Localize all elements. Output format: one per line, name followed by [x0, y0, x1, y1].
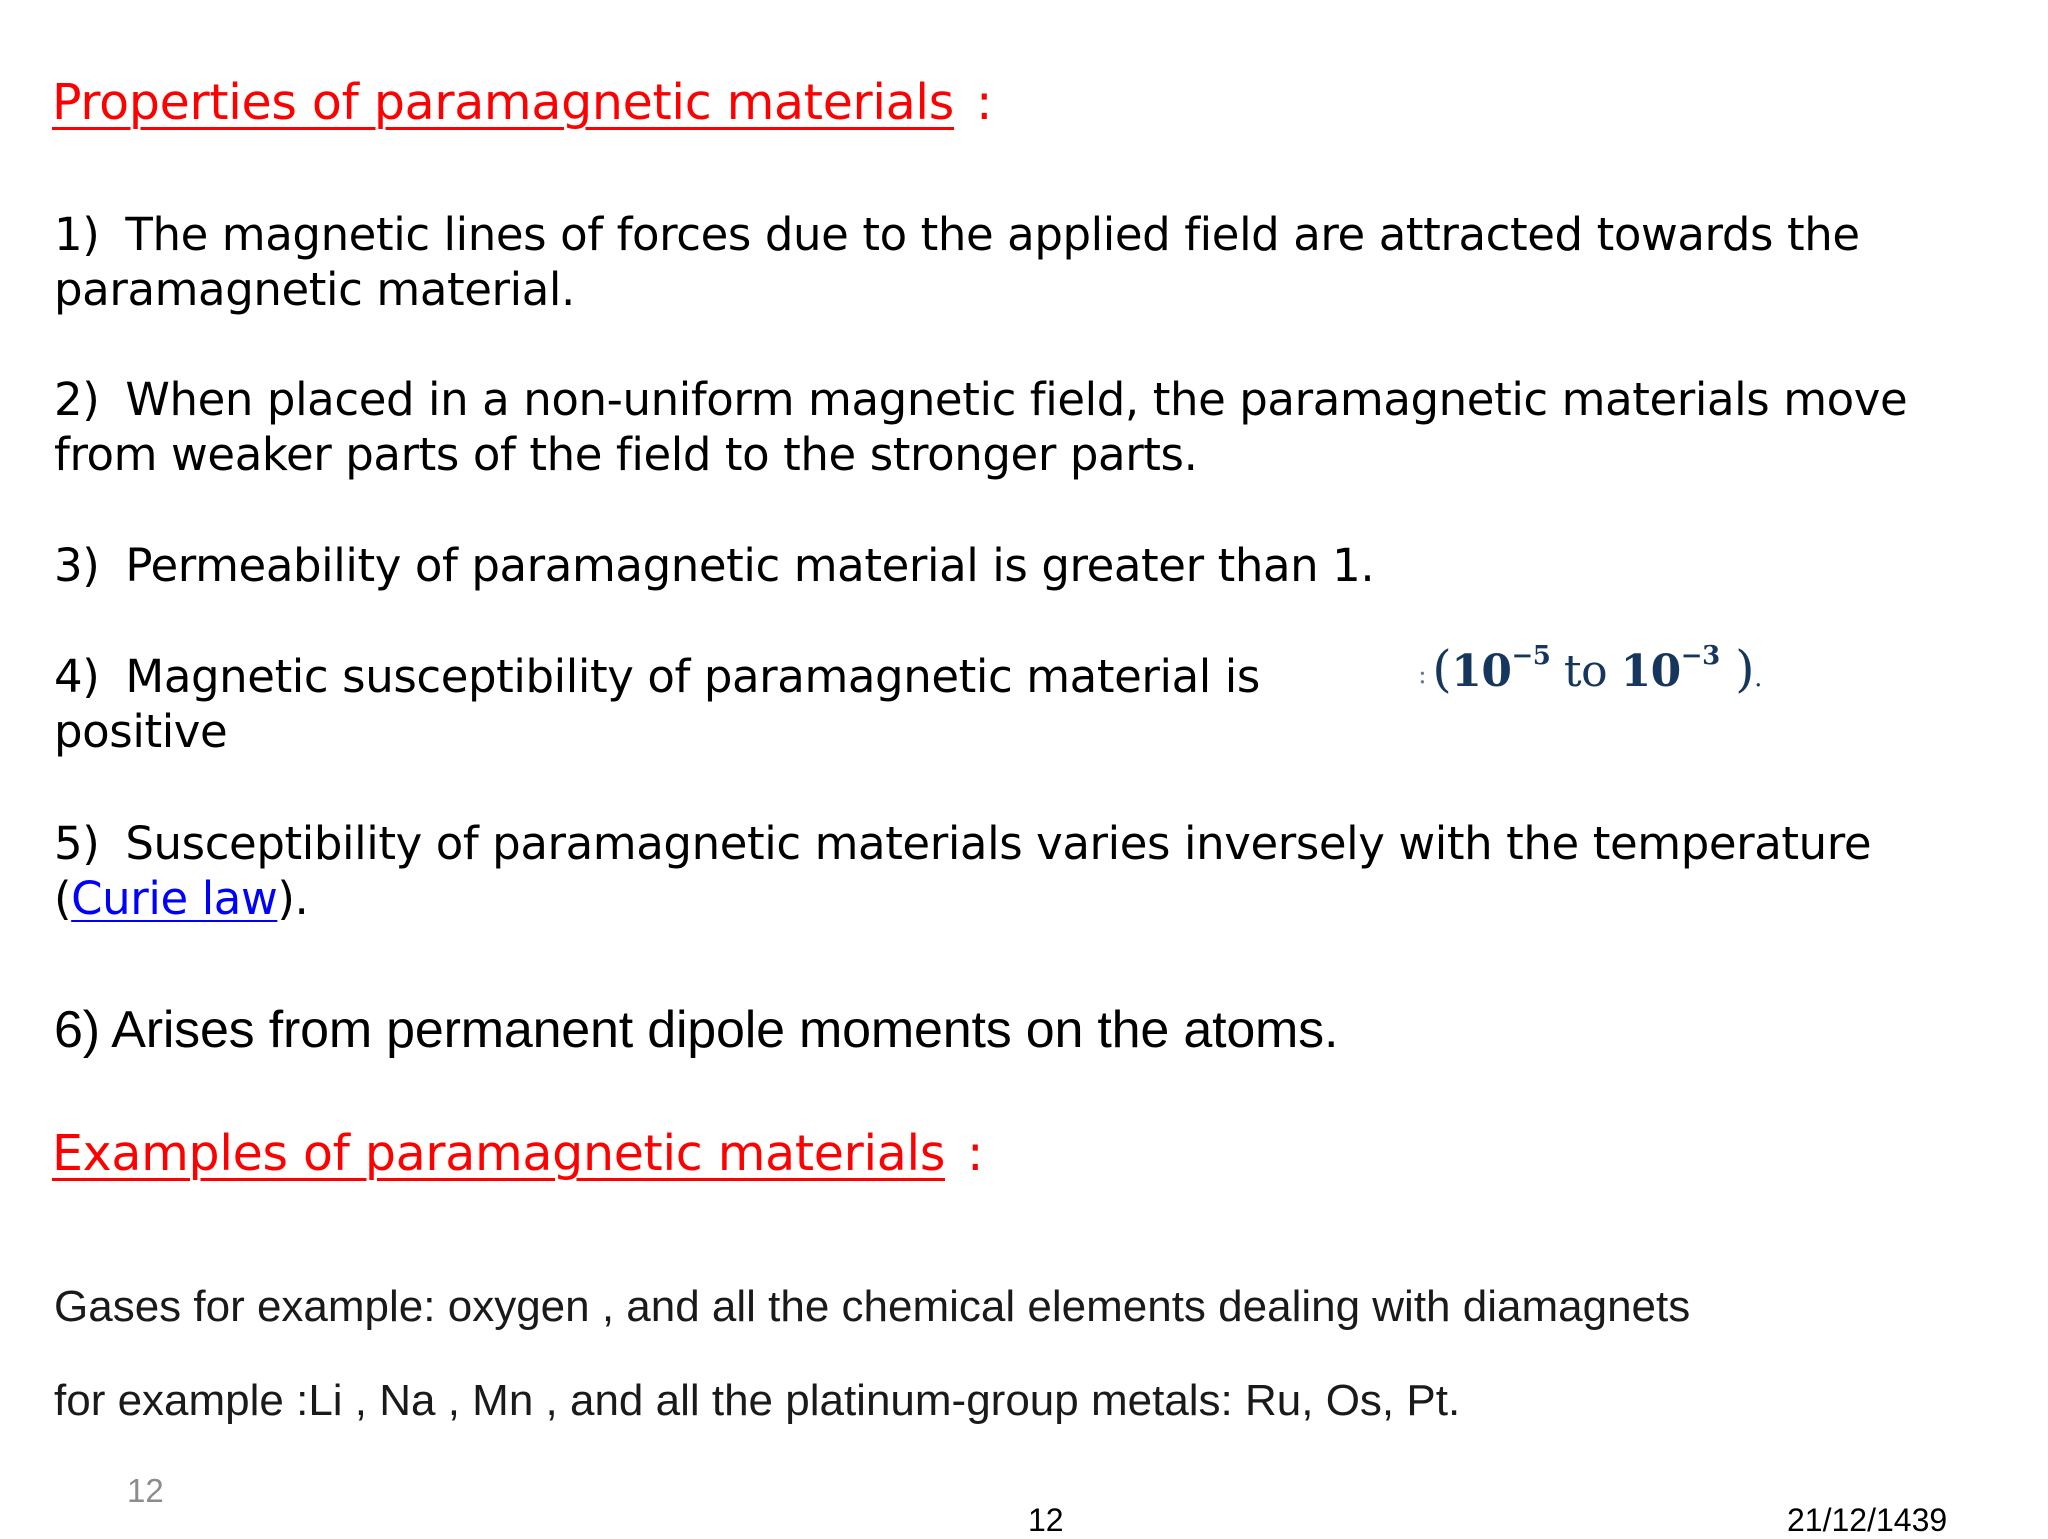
- property-text-line1: When placed in a non-uniform magnetic field, the paramagnetic materials move: [125, 373, 1908, 426]
- formula-base-1: 10: [1451, 646, 1512, 697]
- examples-heading: [52, 1125, 983, 1182]
- property-text-line2: from weaker parts of the field to the stronger parts.: [54, 428, 1198, 481]
- property-text-line2: paramagnetic material.: [54, 263, 575, 316]
- slide-date: 21/12/1439: [1787, 1502, 1948, 1538]
- examples-heading-colon: :: [967, 1125, 984, 1182]
- property-number: 3): [54, 539, 100, 592]
- examples-line-2: for example :Li , Na , Mn , and all the platinum-group metals: Ru, Os, Pt.: [54, 1376, 1461, 1425]
- properties-heading: [52, 74, 992, 131]
- property-item-5: [54, 816, 1871, 926]
- property-number: 4): [54, 650, 100, 703]
- paren-close: ).: [277, 872, 309, 925]
- formula-to: to: [1550, 646, 1621, 697]
- properties-heading-colon: :: [975, 74, 993, 131]
- page-number: 12: [1028, 1502, 1064, 1538]
- examples-heading-title: Examples of paramagnetic materials: [52, 1125, 946, 1182]
- property-text-line1: Magnetic susceptibility of paramagnetic material is: [125, 650, 1260, 703]
- property-number: 2): [54, 373, 100, 426]
- property-item-4: [54, 649, 1260, 759]
- paren-open: (: [54, 872, 72, 925]
- property-number: 5): [54, 817, 100, 870]
- formula-open-paren: (: [1432, 640, 1452, 698]
- formula-lead: :: [1418, 659, 1427, 690]
- property-item-1: [54, 207, 1860, 317]
- formula-dot: .: [1754, 663, 1762, 693]
- formula-exponent-2: −3: [1680, 641, 1720, 671]
- formula-exponent-1: −5: [1511, 641, 1551, 671]
- curie-law-link[interactable]: Curie law: [71, 872, 278, 925]
- properties-heading-title: Properties of paramagnetic materials: [52, 74, 954, 131]
- slide-number-placeholder: 12: [127, 1472, 164, 1509]
- property-text-line1: Permeability of paramagnetic material is greater than 1.: [125, 539, 1375, 592]
- susceptibility-range-formula: [1418, 640, 1762, 698]
- property-text-line1: Susceptibility of paramagnetic materials varies inversely with the temperature: [125, 817, 1872, 870]
- property-text-line2: positive: [54, 705, 228, 758]
- formula-close-paren: ): [1719, 640, 1755, 698]
- examples-line-1: Gases for example: oxygen , and all the chemical elements dealing with diamagnets: [54, 1282, 1691, 1331]
- property-item-2: [54, 372, 1907, 482]
- property-item-3: [54, 538, 1374, 593]
- property-item-6: 6) Arises from permanent dipole moments on the atoms.: [54, 1001, 1339, 1059]
- property-number: 1): [54, 208, 100, 261]
- formula-base-2: 10: [1620, 646, 1681, 697]
- property-text-line1: The magnetic lines of forces due to the applied field are attracted towards the: [125, 208, 1860, 261]
